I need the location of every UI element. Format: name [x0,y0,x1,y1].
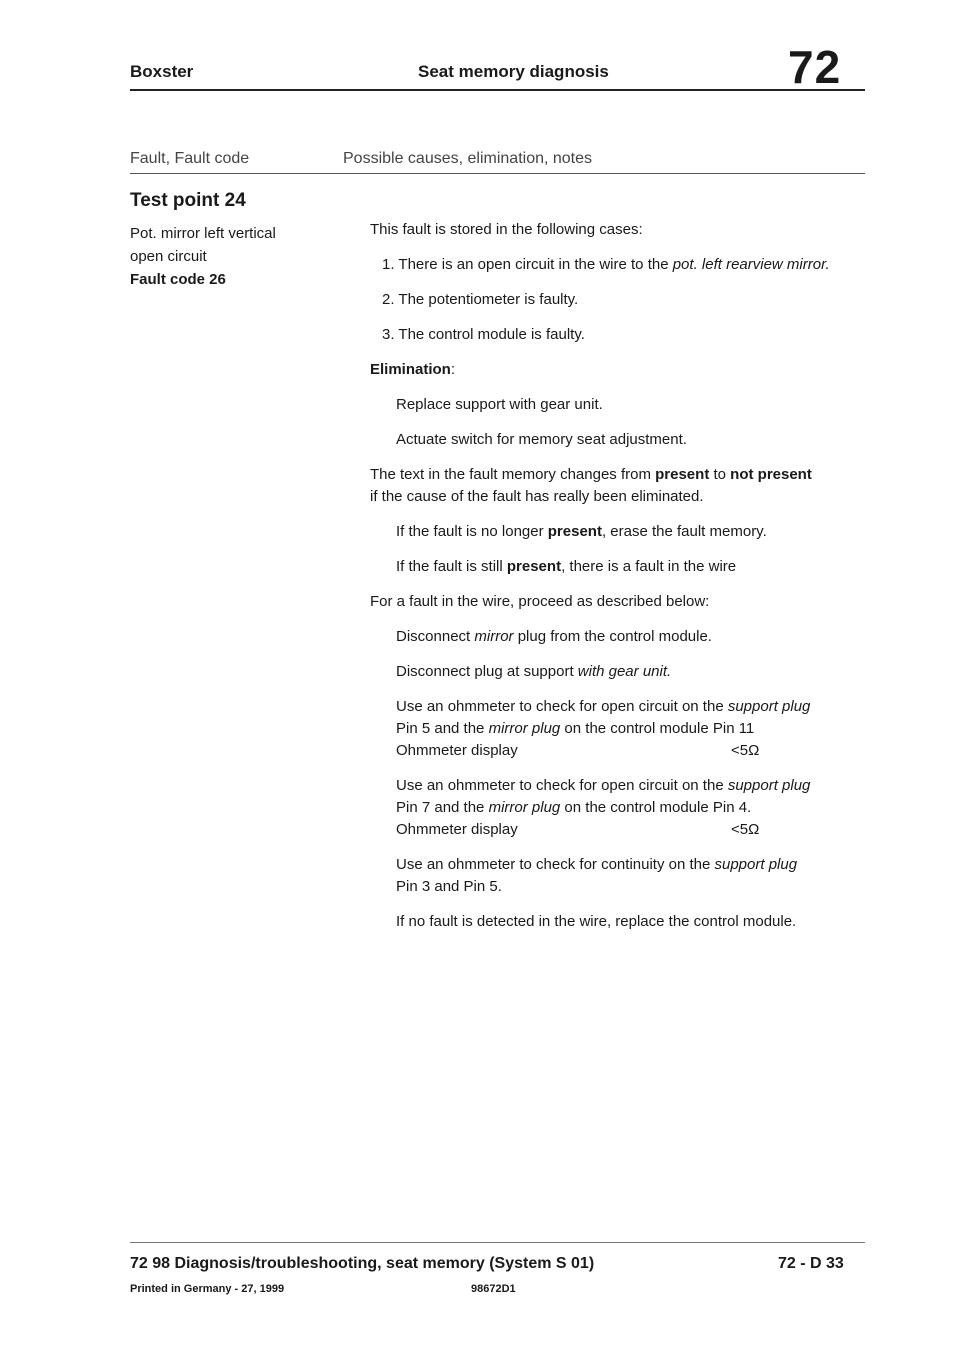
fault-description [130,222,330,291]
disconnect-mirror-step [370,626,870,648]
column-heading-fault: Fault, Fault code [130,150,250,167]
check-pin5-pin-a: Pin 5 and the [396,720,489,737]
continuity-step [370,854,870,898]
check-pin7-text: Use an ohmmeter to check for open circuit on the [396,777,728,794]
check-pin5-line1 [396,696,870,718]
case-2: 2. The potentiometer is faulty. [382,291,579,308]
continuity-support-plug: support plug [714,856,798,873]
check-pin7-pin-a: Pin 7 and the [396,799,489,816]
elimination-colon: : [450,361,456,378]
column-heading-causes: Possible causes, elimination, notes [343,150,593,167]
check-pin7-step [370,775,870,841]
fault-memory-text [370,464,870,486]
check-pin7-line2 [396,797,870,819]
check-pin5-text: Use an ohmmeter to check for open circuit on the [396,698,728,715]
fault-memory-text-c: if the cause of the fault has really been eliminated. [370,488,704,505]
no-longer-present-text [370,521,870,543]
ohmmeter-label-2: Ohmmeter display [396,821,518,838]
elimination-label: Elimination [370,361,451,378]
ohmmeter-value-2: <5Ω [731,821,760,838]
present-word-2: present [547,523,602,540]
disconnect-mirror-b: mirror [474,628,514,645]
still-present-text [370,556,870,578]
case-1-text: 1. There is an open circuit in the wire to the [382,256,673,273]
footer-code: 98672D1 [471,1283,516,1295]
case-1 [370,254,870,276]
elimination-heading [370,359,870,381]
check-pin5-step [370,696,870,762]
footer-page-number: 72 - D 33 [778,1255,844,1272]
header-model: Boxster [130,62,194,81]
proceed-text: For a fault in the wire, proceed as described below: [370,593,710,610]
disconnect-mirror-a: Disconnect [396,628,475,645]
ohmmeter-row-2 [396,819,870,841]
still-present-b: , there is a fault in the wire [561,558,737,575]
present-word: present [655,466,710,483]
header-section-number: 72 [788,41,842,93]
causes-body [370,219,870,933]
continuity-pins: Pin 3 and Pin 5. [396,878,502,895]
not-present-word: not present [730,466,812,483]
no-longer-present-b: , erase the fault memory. [601,523,767,540]
intro-text: This fault is stored in the following cases: [370,221,643,238]
present-word-3: present [506,558,562,575]
fault-line-1: Pot. mirror left vertical [130,225,276,242]
disconnect-support-a: Disconnect plug at support [396,663,578,680]
elimination-step-2: Actuate switch for memory seat adjustment. [396,431,687,448]
fault-code: Fault code 26 [130,271,226,288]
check-pin7-pin-b: on the control module Pin 4. [560,799,752,816]
fault-line-2: open circuit [130,248,207,265]
ohmmeter-label-1: Ohmmeter display [396,742,518,759]
ohmmeter-value-1: <5Ω [731,742,760,759]
disconnect-support-b: with gear unit. [577,663,672,680]
elimination-step-1: Replace support with gear unit. [396,396,603,413]
continuity-text: Use an ohmmeter to check for continuity on the [396,856,715,873]
fault-memory-text-a: The text in the fault memory changes from [370,466,656,483]
header-rule [130,89,865,91]
final-instruction: If no fault is detected in the wire, replace the control module. [396,913,797,930]
column-heading-rule [130,173,865,174]
check-pin5-support-plug: support plug [727,698,811,715]
no-longer-present-a: If the fault is no longer [396,523,548,540]
still-present-a: If the fault is still [396,558,507,575]
disconnect-mirror-c: plug from the control module. [513,628,712,645]
check-pin7-line1 [396,775,870,797]
footer-printed: Printed in Germany - 27, 1999 [130,1283,285,1295]
continuity-line1 [396,854,870,876]
check-pin5-mirror-plug: mirror plug [488,720,561,737]
ohmmeter-row-1 [396,740,870,762]
footer-rule [130,1242,865,1243]
check-pin7-mirror-plug: mirror plug [488,799,561,816]
fault-memory-text-b: to [709,466,731,483]
test-point-title: Test point 24 [130,190,246,211]
case-3: 3. The control module is faulty. [382,326,585,343]
check-pin5-line2 [396,718,870,740]
disconnect-support-step [370,661,870,683]
case-1-component: pot. left rearview mirror. [672,256,830,273]
check-pin5-pin-b: on the control module Pin 11 [560,720,755,737]
header-title: Seat memory diagnosis [418,62,609,81]
footer-title: 72 98 Diagnosis/troubleshooting, seat memory (System S 01) [130,1255,595,1272]
check-pin7-support-plug: support plug [727,777,811,794]
